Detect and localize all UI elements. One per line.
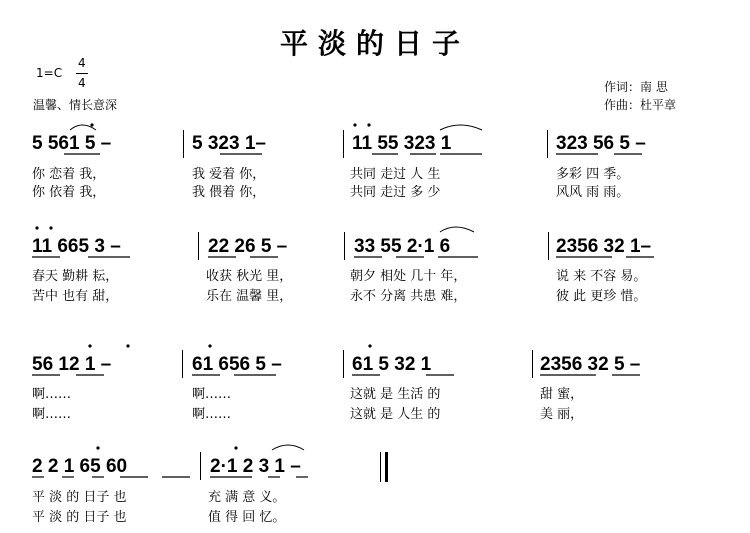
row3-measure3-notes: 61 5 32 1: [352, 354, 432, 375]
slur: [272, 445, 304, 450]
time-signature-bottom: 4: [78, 76, 86, 90]
row3-measure4-notes: 2356 32 5 –: [540, 354, 641, 375]
row3-lyric1-m4: 甜 蜜，: [540, 387, 584, 402]
row1-measure1-notes: 5 561 5 –: [32, 133, 112, 154]
composer-credit: 作曲：杜平章: [604, 98, 677, 112]
octave-dot: [49, 226, 52, 229]
row2-lyric1-m4: 说 来 不容 易。: [556, 269, 647, 284]
song-title: 平淡的日子: [279, 27, 470, 60]
octave-dot: [234, 446, 237, 449]
row2-lyric2-m3: 永不 分离 共患 难，: [350, 289, 467, 304]
row1-lyric1-m1: 你 恋着 我，: [32, 167, 106, 182]
row2-measure3-notes: 33 55 2·1 6: [354, 236, 451, 257]
row1-measure4-notes: 323 56 5 –: [556, 133, 646, 154]
slur: [440, 125, 482, 130]
row3-lyric1-m1: 啊……: [32, 387, 72, 402]
row2-lyric1-m3: 朝夕 相处 几十 年，: [350, 269, 467, 284]
octave-dot: [90, 123, 93, 126]
row3-lyric1-m3: 这就 是 生活 的: [350, 387, 441, 402]
lyricist-credit: 作词：南 思: [604, 80, 668, 94]
row1-measure2-notes: 5 323 1–: [192, 133, 266, 154]
row4-measure2-notes: 2·1 2 3 1 –: [210, 456, 301, 477]
row1-lyric2-m4: 风风 雨 雨。: [556, 185, 630, 200]
row1-lyric1-m2: 我 爱着 你，: [192, 167, 266, 182]
row4-measure1-notes: 2 2 1 65 60: [32, 456, 128, 477]
row3-lyric1-m2: 啊……: [192, 387, 232, 402]
octave-dot: [367, 123, 370, 126]
slur: [440, 227, 474, 232]
row1-lyric1-m4: 多彩 四 季。: [556, 167, 630, 182]
row2-lyric2-m2: 乐在 温馨 里，: [206, 289, 293, 304]
row3-lyric2-m1: 啊……: [32, 407, 72, 422]
row3-measure1-notes: 56 12 1 –: [32, 354, 112, 375]
row4-lyric2-m2: 值 得 回 忆。: [208, 510, 286, 525]
octave-dot: [208, 344, 211, 347]
row2-measure1-notes: 11 665 3 –: [32, 236, 121, 257]
octave-dot: [35, 226, 38, 229]
octave-dot: [126, 344, 129, 347]
octave-dot: [368, 344, 371, 347]
row1-lyric1-m3: 共同 走过 人 生: [350, 167, 441, 182]
row1-lyric2-m2: 我 偎着 你，: [192, 185, 266, 200]
row3-measure2-notes: 61 656 5 –: [192, 354, 282, 375]
key-signature: 1=C: [36, 66, 63, 80]
row4-lyric2-m1: 平 淡 的 日子 也: [32, 510, 127, 525]
row2-measure2-notes: 22 26 5 –: [208, 236, 288, 257]
row1-lyric2-m3: 共同 走过 多 少: [350, 185, 441, 200]
octave-dot: [353, 123, 356, 126]
octave-dot: [96, 446, 99, 449]
row2-lyric2-m4: 彼 此 更珍 惜。: [556, 289, 647, 304]
row3-lyric2-m2: 啊……: [192, 407, 232, 422]
row2-lyric1-m1: 春天 勤耕 耘，: [32, 269, 119, 284]
row2-measure4-notes: 2356 32 1–: [556, 236, 652, 257]
row1-measure3-notes: 11 55 323 1: [352, 133, 452, 154]
row3-lyric2-m3: 这就 是 人生 的: [350, 407, 441, 422]
row4-lyric1-m2: 充 满 意 义。: [208, 490, 286, 505]
time-signature-top: 4: [78, 56, 86, 70]
octave-dot: [88, 344, 91, 347]
row4-lyric1-m1: 平 淡 的 日子 也: [32, 490, 127, 505]
row2-lyric2-m1: 苦中 也有 甜，: [32, 289, 119, 304]
row1-lyric2-m1: 你 依着 我，: [32, 185, 106, 200]
expression-mark: 温馨、情长意深: [33, 98, 118, 112]
row3-lyric2-m4: 美 丽，: [540, 407, 584, 422]
row2-lyric1-m2: 收获 秋光 里，: [206, 269, 293, 284]
